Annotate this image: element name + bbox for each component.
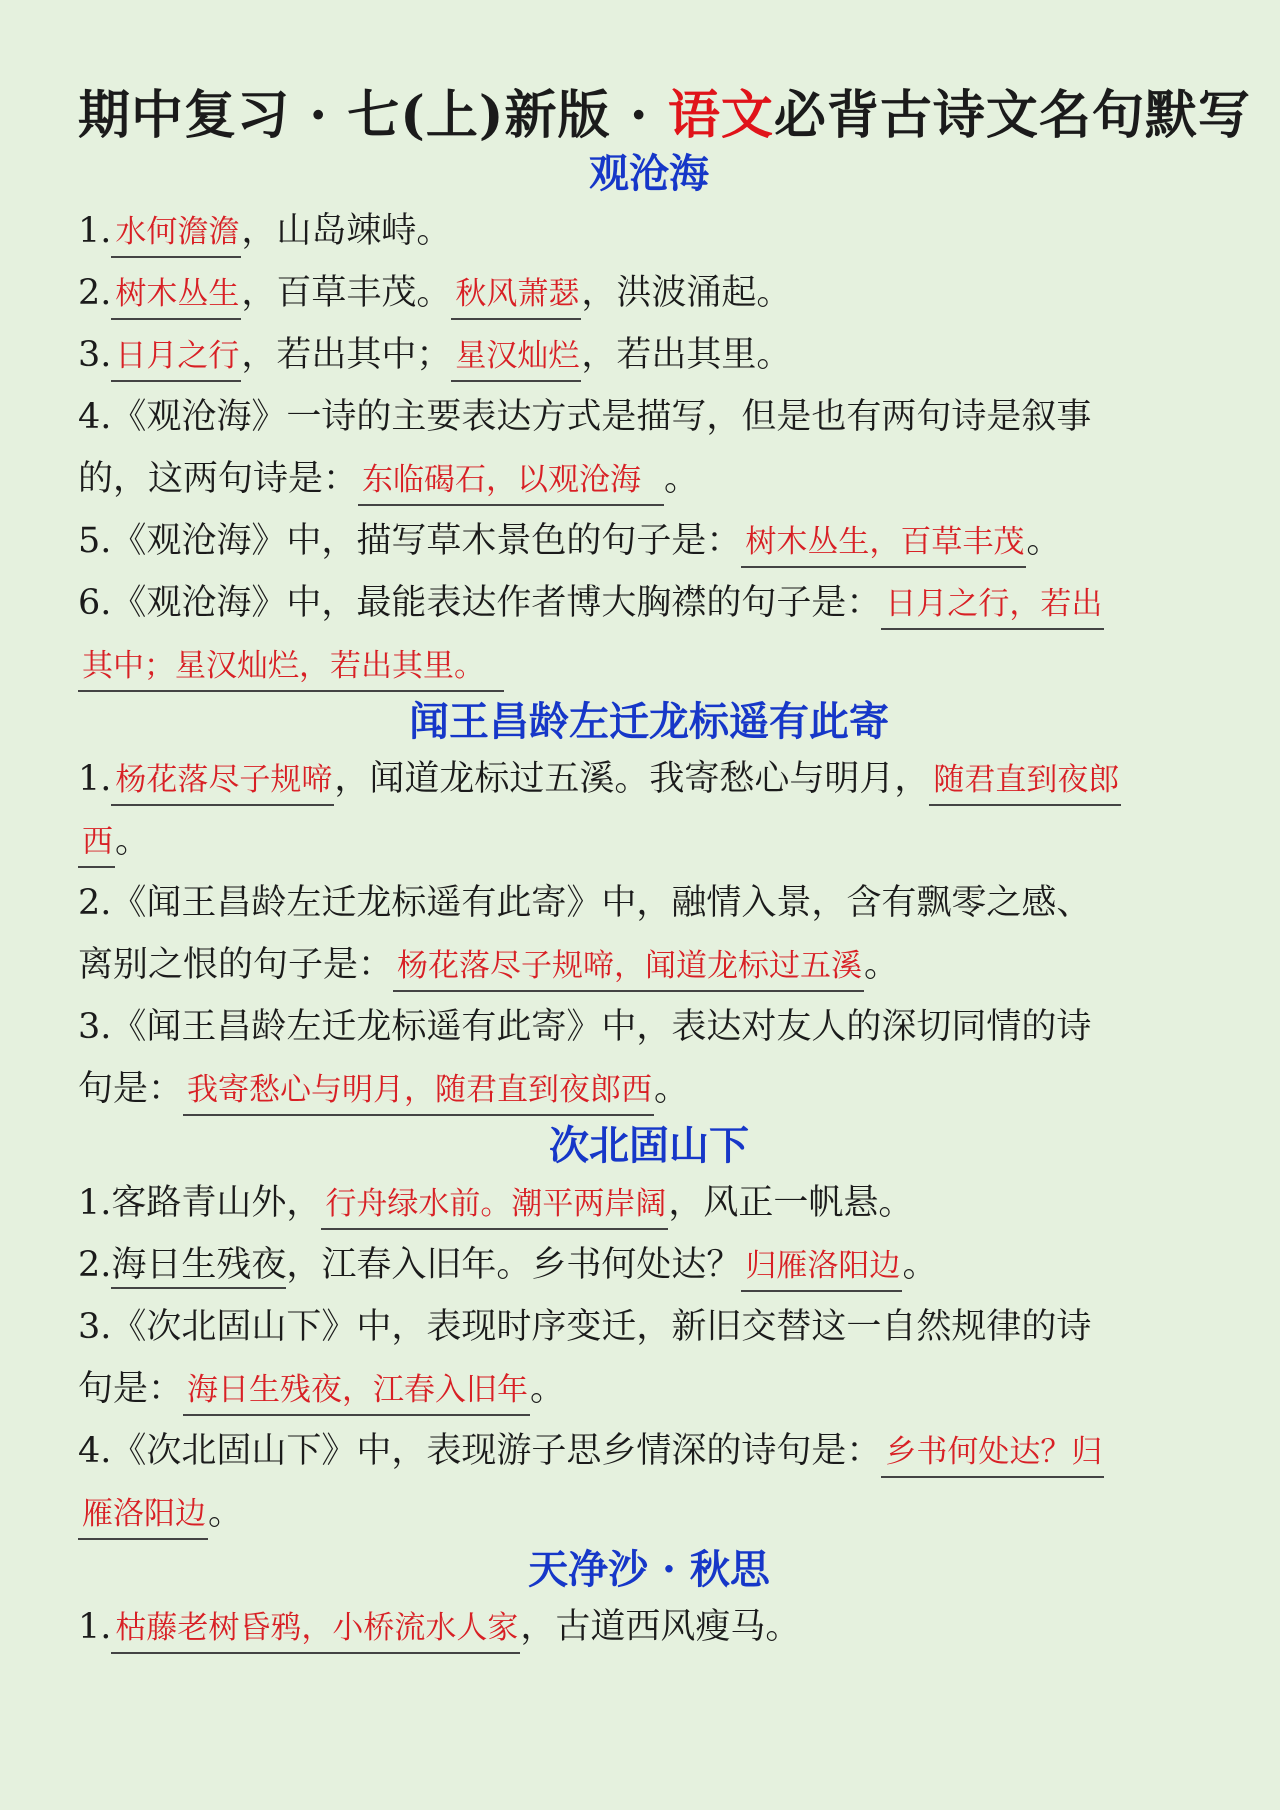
question-cont: 的，这两句诗是： 东临碣石，以观沧海 。 bbox=[78, 448, 1220, 510]
question: 6.《观沧海》中，最能表达作者博大胸襟的句子是： 日月之行，若出 bbox=[78, 572, 1220, 634]
question: 4.《次北固山下》中，表现游子思乡情深的诗句是： 乡书何处达？归 bbox=[78, 1420, 1220, 1482]
answer: 树木丛生 bbox=[111, 272, 241, 320]
answer: 星汉灿烂 bbox=[451, 334, 581, 382]
question: 1. 枯藤老树昏鸦，小桥流水人家，古道西风瘦马。 bbox=[78, 1596, 1220, 1658]
answer: 树木丛生，百草丰茂 bbox=[741, 520, 1026, 568]
question: 4.《观沧海》一诗的主要表达方式是描写，但是也有两句诗是叙事 bbox=[78, 397, 1092, 437]
question: 3.《闻王昌龄左迁龙标遥有此寄》中，表达对友人的深切同情的诗 bbox=[78, 1007, 1092, 1047]
answer: 归雁洛阳边 bbox=[741, 1244, 902, 1292]
answer: 西 bbox=[78, 820, 115, 868]
question-cont: 离别之恨的句子是： 杨花落尽子规啼，闻道龙标过五溪。 bbox=[78, 934, 1220, 996]
question-cont: 雁洛阳边。 bbox=[78, 1482, 1220, 1544]
question: 2. 树木丛生，百草丰茂。 秋风萧瑟，洪波涌起。 bbox=[78, 262, 1220, 324]
answer: 枯藤老树昏鸦，小桥流水人家 bbox=[111, 1606, 520, 1654]
answer: 我寄愁心与明月，随君直到夜郎西 bbox=[183, 1068, 654, 1116]
section-title: 观沧海 bbox=[589, 150, 709, 197]
answer: 海日生残夜，江春入旧年 bbox=[183, 1368, 530, 1416]
question-cont bbox=[78, 634, 1220, 696]
question: 2.海日生残夜，江春入旧年。乡书何处达？ 归雁洛阳边。 bbox=[78, 1234, 1220, 1296]
question-cont: 西。 bbox=[78, 810, 1220, 872]
answer: 日月之行 bbox=[111, 334, 241, 382]
answer: 随君直到夜郎 bbox=[929, 758, 1121, 806]
question: 5.《观沧海》中，描写草木景色的句子是： 树木丛生，百草丰茂。 bbox=[78, 510, 1220, 572]
question-cont: 句是： 海日生残夜，江春入旧年。 bbox=[78, 1358, 1220, 1420]
answer: 东临碣石，以观沧海 bbox=[358, 458, 664, 506]
answer: 雁洛阳边 bbox=[78, 1492, 208, 1540]
question: 3. 日月之行，若出其中； 星汉灿烂，若出其里。 bbox=[78, 324, 1220, 386]
question-cont: 句是： 我寄愁心与明月，随君直到夜郎西。 bbox=[78, 1058, 1220, 1120]
section-title: 次北固山下 bbox=[549, 1122, 749, 1169]
underlined-text: 海日生残夜 bbox=[111, 1243, 286, 1289]
section-title: 天净沙 · 秋思 bbox=[528, 1546, 770, 1593]
section-title: 闻王昌龄左迁龙标遥有此寄 bbox=[409, 698, 889, 745]
title-part: 必背古诗文名句默写 bbox=[773, 85, 1251, 146]
answer: 日月之行，若出 bbox=[881, 582, 1104, 630]
question: 1. 水何澹澹，山岛竦峙。 bbox=[78, 200, 1220, 262]
question: 1.客路青山外， 行舟绿水前。潮平两岸阔，风正一帆悬。 bbox=[78, 1172, 1220, 1234]
question: 3.《次北固山下》中，表现时序变迁，新旧交替这一自然规律的诗 bbox=[78, 1307, 1092, 1347]
answer: 秋风萧瑟 bbox=[451, 272, 581, 320]
title-highlight: 语文 bbox=[667, 85, 774, 146]
question: 1. 杨花落尽子规啼，闻道龙标过五溪。我寄愁心与明月， 随君直到夜郎 bbox=[78, 748, 1220, 810]
answer: 杨花落尽子规啼，闻道龙标过五溪 bbox=[393, 944, 864, 992]
answer: 水何澹澹 bbox=[111, 210, 241, 258]
answer: 杨花落尽子规啼 bbox=[111, 758, 334, 806]
page-title bbox=[78, 0, 1251, 148]
question: 2.《闻王昌龄左迁龙标遥有此寄》中，融情入景，含有飘零之感、 bbox=[78, 883, 1092, 923]
title-part: 期中复习 · 七(上)新版 · bbox=[78, 85, 668, 146]
answer: 乡书何处达？归 bbox=[881, 1430, 1104, 1478]
answer: 行舟绿水前。潮平两岸阔 bbox=[321, 1182, 668, 1230]
answer: 其中；星汉灿烂，若出其里。 bbox=[78, 644, 504, 692]
